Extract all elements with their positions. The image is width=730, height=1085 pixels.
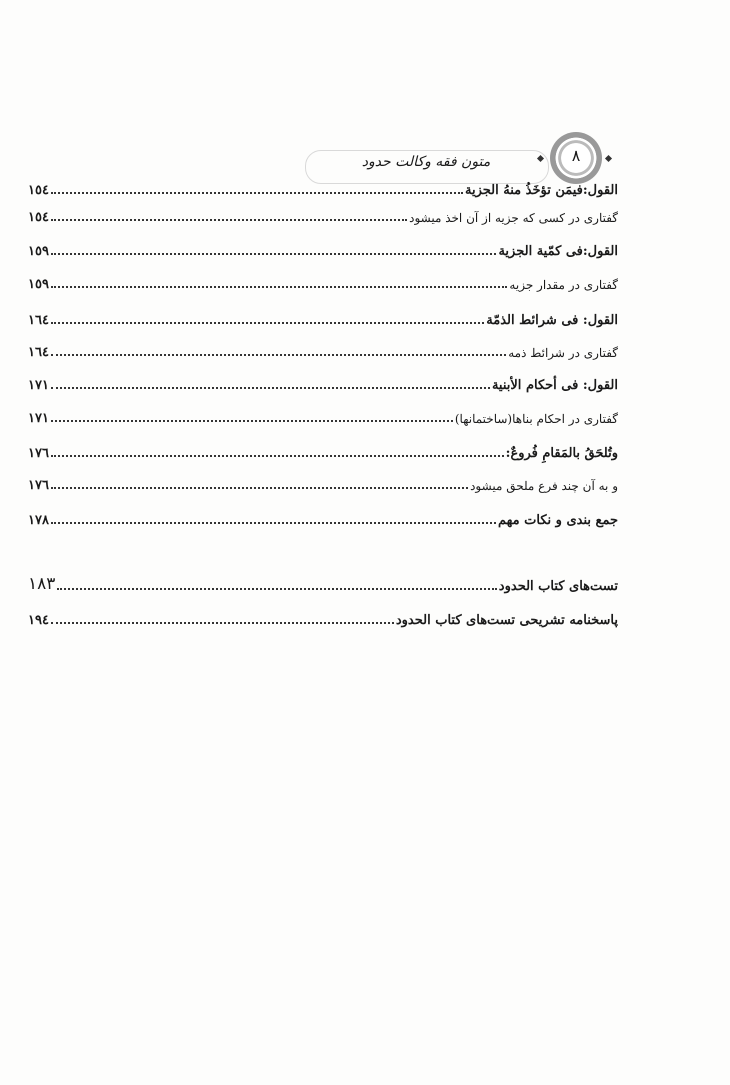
entry-title: و به آن چند فرع ملحق میشود (470, 479, 618, 493)
toc-entry[interactable] (28, 406, 618, 426)
toc-entry[interactable] (28, 508, 618, 528)
toc-entry[interactable] (28, 205, 618, 225)
dot-leader (51, 219, 407, 221)
entry-page-number: ١٩٤ (28, 613, 49, 628)
entry-title: وتُلحَقُ بالمَقامِ فُروعٌ: (505, 446, 618, 461)
entry-title: گفتاری در احکام بناها(ساختمانها) (454, 412, 618, 426)
entry-page-number: ١٥٩ (28, 277, 49, 292)
toc-entry[interactable] (28, 473, 618, 493)
entry-page-number: ١٧١ (28, 411, 49, 426)
dot-leader (57, 588, 496, 590)
entry-page-number: ١٥٩ (28, 244, 49, 259)
toc-entry[interactable] (28, 239, 618, 259)
entry-page-number: ١٧١ (28, 378, 49, 393)
entry-title: القول: فی أحکام الأبنیة (491, 378, 618, 393)
toc-entry[interactable] (28, 178, 618, 198)
entry-page-number: ١٦٤ (28, 345, 49, 360)
entry-title: تست‌های کتاب الحدود (498, 579, 618, 594)
entry-title: القول: فی شرائط الذمّة (486, 313, 618, 328)
entry-page-number: ١٧٨ (28, 513, 49, 528)
dot-leader (51, 322, 484, 324)
dot-leader (51, 420, 453, 422)
entry-title: القول:فی کمّیة الجزیة (498, 244, 618, 259)
dot-leader (51, 192, 463, 194)
toc-entry[interactable] (28, 441, 618, 461)
entry-page-number: ١٨٣ (28, 574, 56, 594)
entry-title: گفتاری در مقدار جزیه (509, 278, 618, 292)
entry-title: پاسخنامه تشریحی تست‌های کتاب الحدود (395, 613, 618, 628)
diamond-ornament-icon (605, 155, 612, 162)
dot-leader (51, 387, 490, 389)
entry-page-number: ١٥٤ (28, 210, 49, 225)
dot-leader (51, 286, 507, 288)
running-title: متون فقه وکالت حدود (361, 154, 491, 170)
dot-leader (51, 622, 394, 624)
page-number: ۸ (571, 146, 581, 165)
toc-entry[interactable] (28, 608, 618, 628)
toc-entry[interactable] (28, 574, 618, 594)
dot-leader (51, 354, 506, 356)
toc-entry[interactable] (28, 373, 618, 393)
entry-title: جمع بندی و نکات مهم (498, 513, 618, 528)
entry-page-number: ١٧٦ (28, 446, 49, 461)
entry-page-number: ١٥٤ (28, 183, 49, 198)
dot-leader (51, 487, 468, 489)
entry-title: القول:فیمَن تؤخَذُ منهُ الجزیة (464, 183, 618, 198)
dot-leader (51, 522, 496, 524)
toc-entry[interactable] (28, 272, 618, 292)
dot-leader (51, 455, 504, 457)
entry-title: گفتاری در شرائط ذمه (508, 346, 618, 360)
entry-page-number: ١٦٤ (28, 313, 49, 328)
entry-title: گفتاری در کسی که جزیه از آن اخذ میشود (409, 211, 618, 225)
toc-entry[interactable] (28, 308, 618, 328)
entry-page-number: ١٧٦ (28, 478, 49, 493)
dot-leader (51, 253, 497, 255)
toc-entry[interactable] (28, 340, 618, 360)
